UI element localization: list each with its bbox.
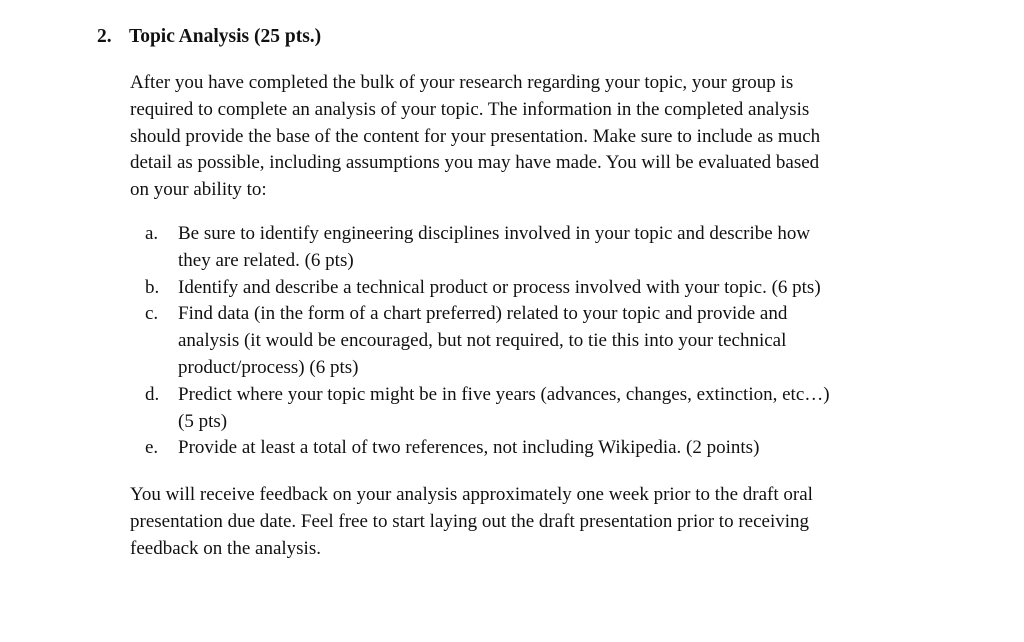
list-marker: b.: [145, 276, 160, 298]
list-marker: e.: [145, 437, 159, 459]
closing-line: presentation due date. Feel free to start laying out the draft presentation prior to receiving: [130, 510, 810, 532]
closing-line: feedback on the analysis.: [130, 537, 321, 559]
list-item-b: [130, 275, 930, 302]
intro-line: After you have completed the bulk of your research regarding your topic, your group is: [130, 72, 794, 93]
list-item-c: [130, 301, 930, 381]
list-marker: c.: [145, 303, 159, 325]
section-number: 2.: [97, 26, 112, 47]
list-item-a: [130, 221, 930, 275]
list-item-line: (5 pts): [178, 410, 228, 432]
list-item-line: they are related. (6 pts): [178, 249, 354, 271]
list-item-d: [130, 382, 930, 436]
list-item-line: Identify and describe a technical product or process involved with your topic. (6 pts): [178, 276, 821, 298]
list-item-line: Be sure to identify engineering disciplines involved in your topic and describe how: [178, 223, 811, 244]
intro-line: should provide the base of the content for your presentation. Make sure to include as much: [130, 125, 821, 147]
list-item-line: analysis (it would be encouraged, but not required, to tie this into your technical: [178, 330, 787, 352]
closing-line: You will receive feedback on your analysis approximately one week prior to the draft oral: [130, 484, 813, 505]
closing-paragraph: [130, 482, 930, 562]
intro-line: detail as possible, including assumptions you may have made. You will be evaluated based: [130, 152, 820, 174]
list-item-line: Predict where your topic might be in five years (advances, changes, extinction, etc…): [178, 383, 830, 405]
list-item-line: Provide at least a total of two references, not including Wikipedia. (2 points): [178, 437, 760, 459]
section-heading: [97, 24, 321, 50]
list-marker: a.: [145, 223, 159, 244]
list-item-line: product/process) (6 pts): [178, 356, 359, 378]
list-item-e: [130, 435, 930, 462]
intro-paragraph: [130, 70, 930, 204]
section-title: Topic Analysis (25 pts.): [129, 26, 322, 47]
list-item-line: Find data (in the form of a chart preferred) related to your topic and provide and: [178, 303, 788, 325]
intro-line: on your ability to:: [130, 179, 267, 201]
list-marker: d.: [145, 383, 160, 405]
criteria-list: [130, 221, 930, 462]
intro-line: required to complete an analysis of your topic. The information in the completed analysis: [130, 98, 810, 120]
